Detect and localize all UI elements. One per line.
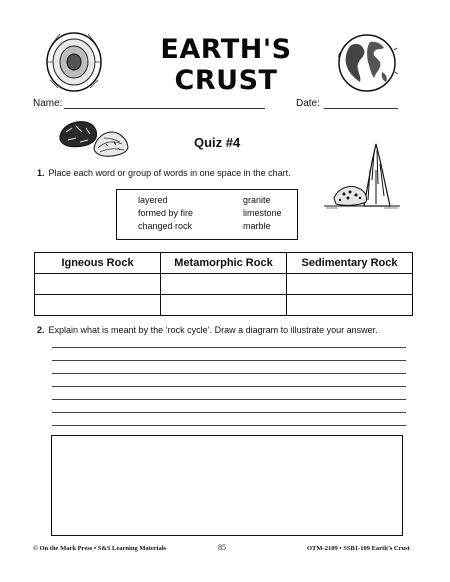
question-1 [37,168,291,178]
mountain-icon [324,140,400,212]
question-1-text: Place each word or group of words in one space in the chart. [48,168,291,178]
answer-line[interactable] [52,425,406,426]
table-row [35,295,413,316]
answer-line[interactable] [52,360,406,361]
date-label: Date: [296,98,320,109]
rocks-icon [56,114,132,160]
chart-header-metamorphic: Metamorphic Rock [161,253,287,274]
word-bank-item: layered [138,195,168,205]
answer-cell[interactable] [35,274,161,295]
chart-header-sedimentary: Sedimentary Rock [287,253,413,274]
question-1-number: 1. [37,168,45,178]
answer-cell[interactable] [161,295,287,316]
footer-product-code: OTM-2109 • SSB1-109 Earth’s Crust [307,545,410,552]
answer-line[interactable] [52,399,406,400]
date-field[interactable] [324,108,398,109]
word-bank-item: granite [243,195,271,205]
answer-cell[interactable] [35,295,161,316]
answer-line[interactable] [52,347,406,348]
word-bank-item: formed by fire [138,208,194,218]
page-number: 85 [218,543,226,552]
name-label: Name: [33,98,63,109]
question-2-text: Explain what is meant by the ‘rock cycle’. Draw a diagram to illustrate your answer. [48,325,378,335]
answer-line[interactable] [52,412,406,413]
table-row [35,274,413,295]
globe-icon [336,32,398,94]
word-bank [116,189,298,240]
answer-line[interactable] [52,386,406,387]
answer-cell[interactable] [161,274,287,295]
name-field[interactable] [64,108,265,109]
word-bank-item: marble [243,221,271,231]
chart-header-igneous: Igneous Rock [35,253,161,274]
page-title: EARTH'S CRUST [160,34,292,96]
rock-chart [34,252,413,316]
diagram-box[interactable] [51,435,403,536]
earth-layers-icon [44,30,104,94]
word-bank-item: limestone [243,208,282,218]
question-2-number: 2. [37,325,45,335]
answer-cell[interactable] [287,274,413,295]
question-2 [37,325,378,335]
answer-line[interactable] [52,373,406,374]
footer-publisher: © On the Mark Press • S&S Learning Materials [33,545,167,552]
word-bank-item: changed rock [138,221,193,231]
answer-cell[interactable] [287,295,413,316]
quiz-title: Quiz #4 [194,135,241,150]
